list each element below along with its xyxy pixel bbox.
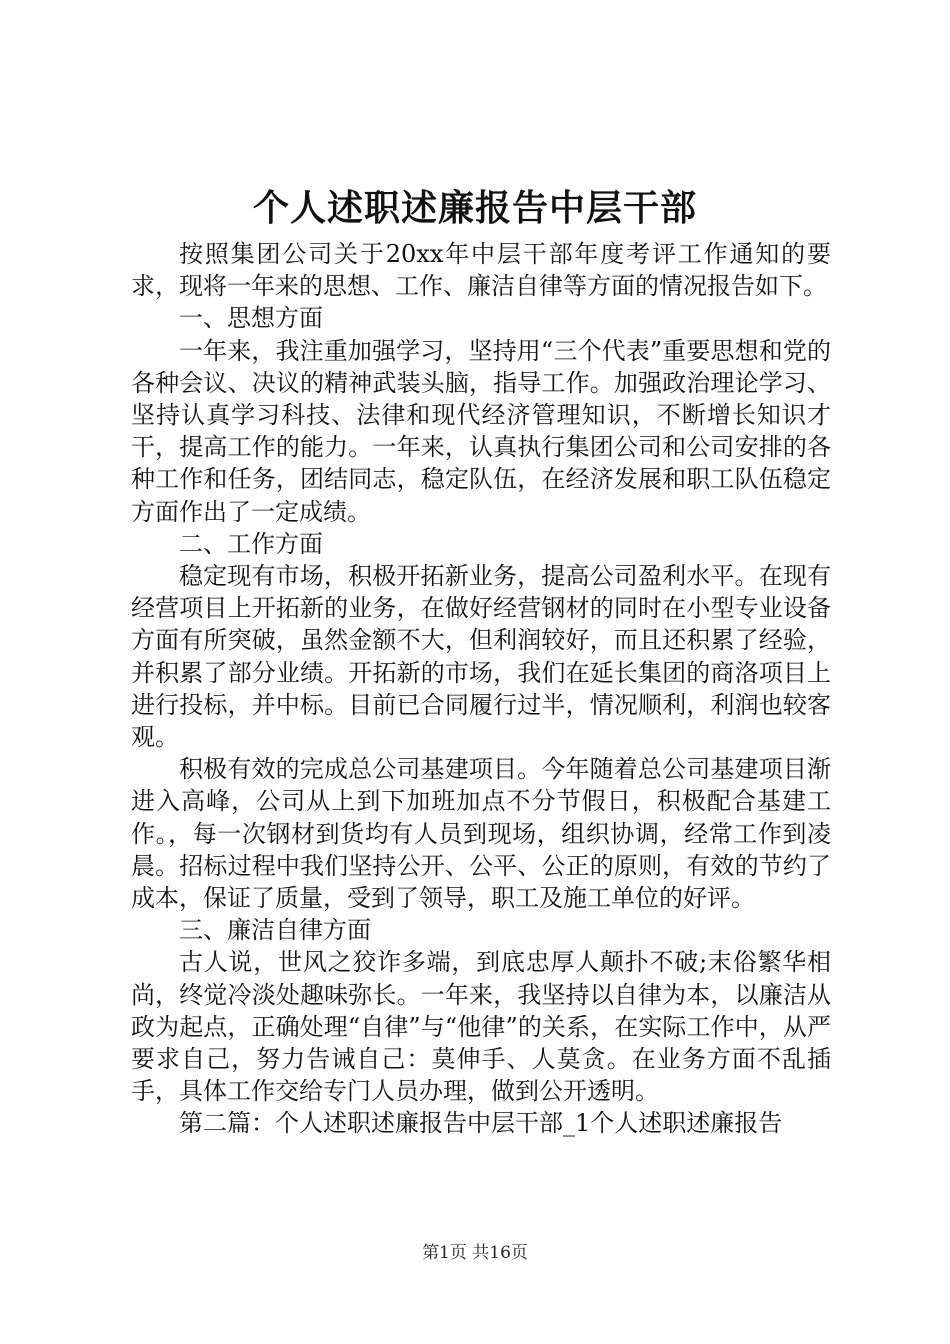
paragraph-integrity: 古人说，世风之狡诈多端，到底忠厚人颠扑不破;末俗繁华相尚，终觉冷淡处趣味弥长。一年来，我坚持以自律为本，以廉洁从政为起点，正确处理“自律”与“他律”的关系，在实际工作中，从严要求自己，努力告诫自己：莫伸手、人莫贪。在业务方面不乱插手，具体工作交给专门人员办理，做到公开透明。: [131, 948, 831, 1106]
document-body: [131, 238, 831, 1140]
document-title: 个人述职述廉报告中层干部: [252, 187, 697, 229]
paragraph-intro: 按照集团公司关于20xx年中层干部年度考评工作通知的要求，现将一年来的思想、工作、廉洁自律等方面的情况报告如下。: [131, 240, 831, 301]
section-heading-work: 二、工作方面: [179, 529, 323, 558]
page-indicator: 第1页 共16页: [422, 1243, 528, 1263]
paragraph-work-market: 稳定现有市场，积极开拓新业务，提高公司盈利水平。在现有经营项目上开拓新的业务，在做好经营钢材的同时在小型专业设备方面有所突破，虽然金额不大，但利润较好，而且还积累了经验，并积累了部分业绩。开拓新的市场，我们在延长集团的商洛项目上进行投标，并中标。目前已合同履行过半，情况顺利，利润也较客观。: [131, 562, 831, 752]
paragraph-thought: 一年来，我注重加强学习，坚持用“三个代表”重要思想和党的各种会议、决议的精神武装头脑，指导工作。加强政治理论学习、坚持认真学习科技、法律和现代经济管理知识，不断增长知识才干，提高工作的能力。一年来，认真执行集团公司和公司安排的各种工作和任务，团结同志，稳定队伍，在经济发展和职工队伍稳定方面作出了一定成绩。: [131, 336, 831, 526]
section-heading-thought: 一、思想方面: [179, 304, 323, 333]
paragraph-work-construction: 积极有效的完成总公司基建项目。今年随着总公司基建项目渐进入高峰，公司从上到下加班加点不分节假日，积极配合基建工作。，每一次钢材到货均有人员到现场，组织协调，经常工作到凌晨。招标过程中我们坚持公开、公平、公正的原则，有效的节约了成本，保证了质量，受到了领导，职工及施工单位的好评。: [131, 755, 831, 913]
section-heading-integrity: 三、廉洁自律方面: [179, 916, 371, 945]
paragraph-second-article: 第二篇：个人述职述廉报告中层干部_1个人述职述廉报告: [179, 1109, 783, 1138]
